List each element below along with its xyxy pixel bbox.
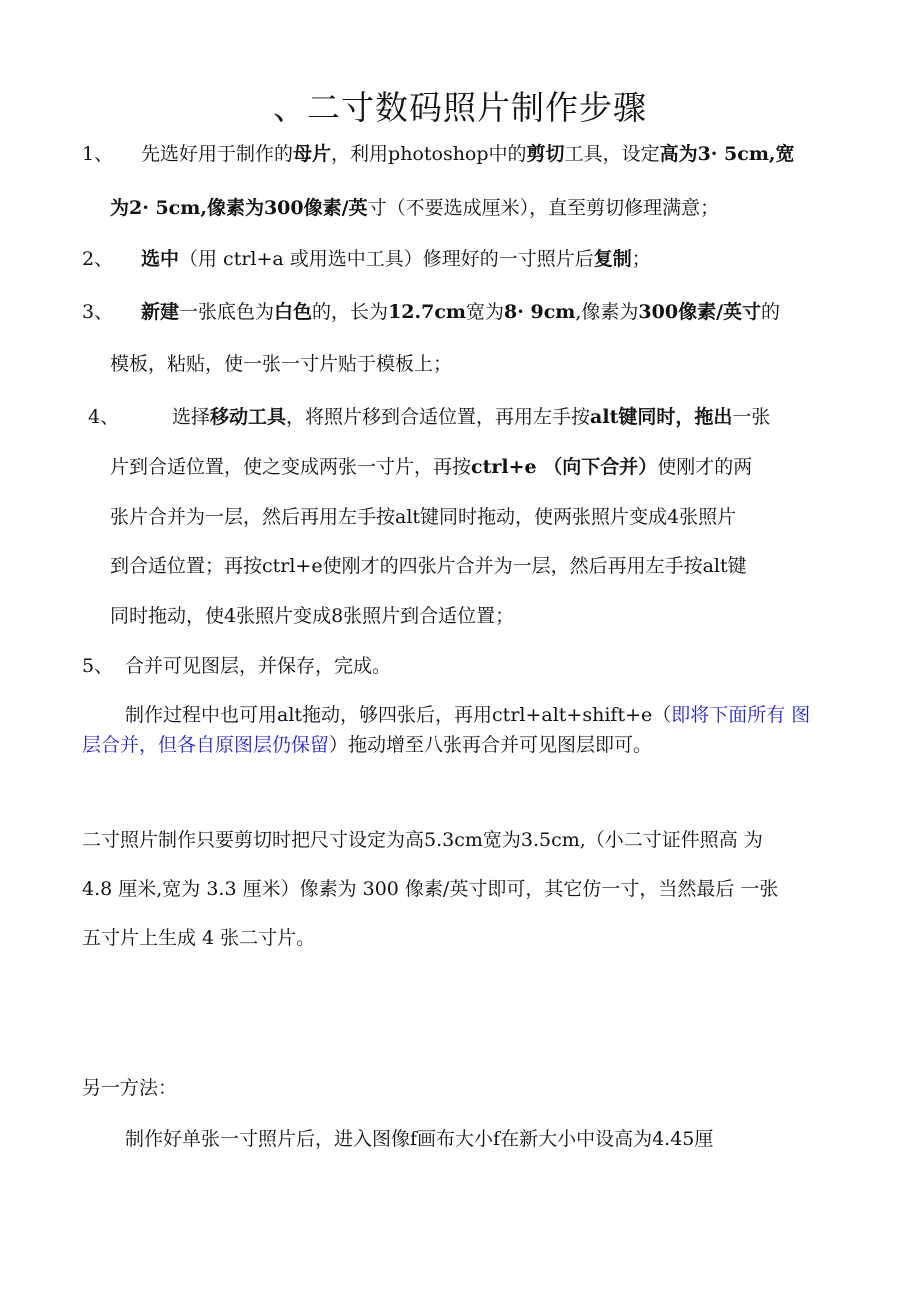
step-5-number: 5、	[82, 655, 114, 677]
step-4-number: 4、	[88, 406, 120, 428]
alternative-line-1: 制作好单张一寸照片后，进入图像f画布大小f在新大小中设高为4.45厘	[125, 1128, 714, 1150]
step-2-line-1	[141, 246, 651, 272]
text-run: 张片合并为一层，然后再用左手按alt键同时拖动，使两张照片变成4张照片	[110, 506, 737, 528]
step-2-number: 2、	[82, 248, 114, 270]
step-3-line-1	[141, 299, 780, 325]
text-run: ，利用photoshop中的	[331, 143, 527, 165]
text-run-bold: ctrl+e （向下合并）	[471, 456, 658, 478]
text-run: 一张	[732, 406, 771, 428]
step-4-line-2	[110, 454, 752, 480]
note-line-1	[125, 702, 810, 728]
step-1-line-2	[110, 195, 719, 221]
step-1-line-1	[141, 141, 795, 167]
text-run-bold: 白色	[274, 301, 313, 323]
step-3-number: 3、	[82, 301, 114, 323]
step-4-line-3	[110, 504, 736, 530]
step-1-number: 1、	[82, 143, 114, 165]
text-run: 合并可见图层，并保存，完成。	[125, 655, 392, 677]
text-run-bold: 为2· 5cm,像素为300像素/英	[110, 197, 368, 219]
text-run: 工具，设定	[564, 143, 660, 165]
step-4-line-5	[110, 603, 514, 629]
text-run-bold: 300像素/英寸	[638, 301, 762, 323]
step-5-line-1	[125, 653, 391, 679]
step-4-line-1	[172, 404, 770, 430]
document-title: 、二寸数码照片制作步骤	[273, 88, 647, 128]
text-run-highlight: 层合并，但各自原图层仍保留	[82, 734, 330, 756]
text-run-highlight: 即将下面所有 图	[671, 704, 811, 726]
text-run: ，将照片移到合适位置，再用左手按	[286, 406, 591, 428]
two-inch-line-2: 4.8 厘米,宽为 3.3 厘米）像素为 300 像素/英寸即可，其它仿一寸，当然最后 一张	[82, 878, 779, 900]
text-run: 使刚才的两	[657, 456, 753, 478]
two-inch-line-1: 二寸照片制作只要剪切时把尺寸设定为高5.3cm宽为3.5cm,（小二寸证件照高 为	[82, 829, 763, 851]
text-run-bold: 剪切	[526, 143, 565, 165]
text-run: ,像素为	[575, 301, 639, 323]
alternative-heading: 另一方法：	[82, 1077, 178, 1099]
text-run: （用 ctrl+a 或用选中工具）修理好的一寸照片后	[179, 248, 594, 270]
text-run-bold: 高为3· 5cm,宽	[659, 143, 795, 165]
text-run: 模板，粘贴，使一张一寸片贴于模板上；	[110, 353, 453, 375]
text-run-bold: 移动工具	[210, 406, 287, 428]
text-run-bold: 新建	[141, 301, 180, 323]
text-run-bold: 母片	[293, 143, 332, 165]
text-run: 片到合适位置，使之变成两张一寸片，再按	[110, 456, 472, 478]
text-run: 的，长为	[312, 301, 389, 323]
text-run-bold: 复制	[593, 248, 632, 270]
text-run: 的	[761, 301, 781, 323]
step-3-line-2	[110, 351, 452, 377]
text-run-bold: alt键同时，拖出	[590, 406, 733, 428]
text-run: 到合适位置；再按ctrl+e使刚才的四张片合并为一层，然后再用左手按alt键	[110, 555, 747, 577]
text-run: 一张底色为	[179, 301, 275, 323]
text-run: 先选好用于制作的	[141, 143, 294, 165]
text-run: 宽为	[466, 301, 505, 323]
text-run: ）拖动增至八张再合并可见图层即可。	[329, 734, 653, 756]
note-line-2	[82, 732, 652, 758]
text-run: 同时拖动，使4张照片变成8张照片到合适位置；	[110, 605, 515, 627]
text-run: 选择	[172, 406, 211, 428]
step-4-line-4	[110, 553, 747, 579]
text-run-bold: 选中	[141, 248, 180, 270]
text-run: ；	[631, 248, 651, 270]
text-run-bold: 12.7cm	[388, 301, 467, 323]
text-run-bold: 8· 9cm	[504, 301, 576, 323]
text-run: 制作过程中也可用alt拖动，够四张后，再用ctrl+alt+shift+e（	[125, 704, 672, 726]
text-run: 寸（不要选成厘米），直至剪切修理满意；	[367, 197, 720, 219]
two-inch-line-3: 五寸片上生成 4 张二寸片。	[82, 927, 316, 949]
